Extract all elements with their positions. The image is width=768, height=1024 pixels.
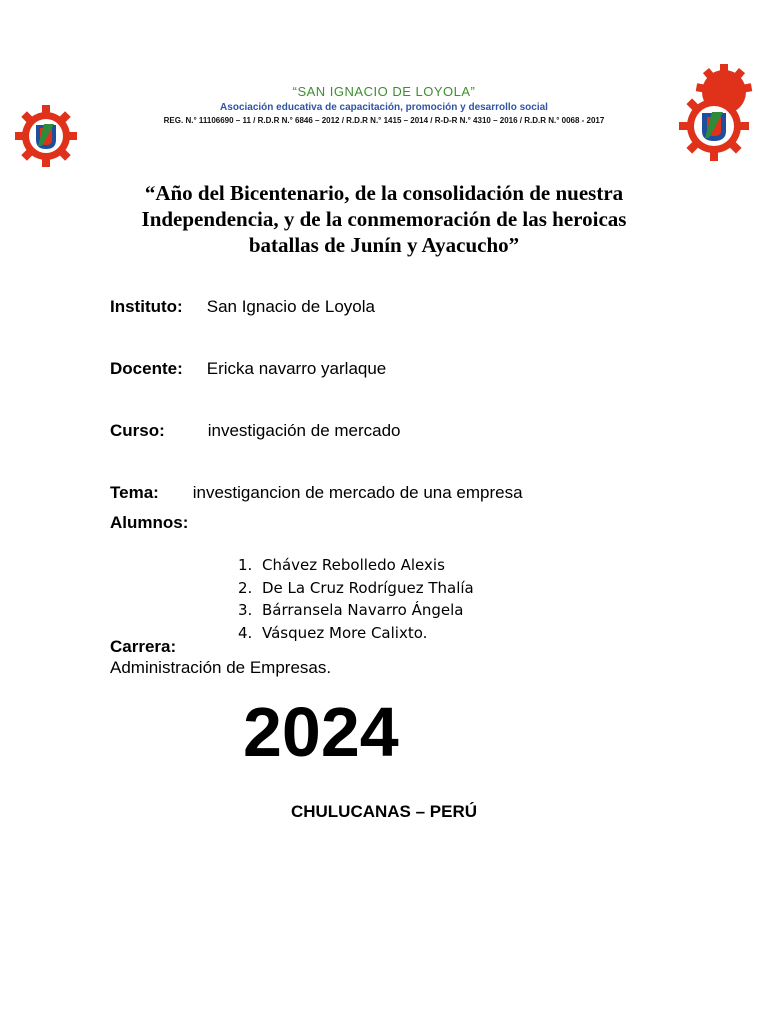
curso-label: Curso: xyxy=(110,421,165,440)
list-item: 4. Vásquez More Calixto. xyxy=(238,623,428,642)
students-list xyxy=(238,554,474,644)
docente-value: Ericka navarro yarlaque xyxy=(206,359,387,378)
docente-label: Docente: xyxy=(110,359,183,378)
carrera-row xyxy=(110,637,176,657)
alumnos-label: Alumnos: xyxy=(110,513,189,532)
registration-line: REG. N.° 11106690 – 11 / R.D.R N.° 6846 – 2012 / R.D.R N.° 1415 – 2014 / R-D-R N.° 4310 – 2016 / R.D.R N.° 0068 - 2017 xyxy=(163,116,605,125)
association-subtitle: Asociación educativa de capacitación, promoción y desarrollo social xyxy=(220,102,548,113)
location-label: CHULUCANAS – PERÚ xyxy=(290,802,478,821)
tema-row xyxy=(110,483,523,503)
motto-line-2: Independencia, y de la conmemoración de las heroicas xyxy=(141,207,627,231)
motto-line-3: batallas de Junín y Ayacucho” xyxy=(248,233,520,257)
tema-label: Tema: xyxy=(110,483,159,502)
instituto-row xyxy=(110,297,375,317)
carrera-value: Administración de Empresas. xyxy=(110,658,332,677)
curso-row xyxy=(110,421,401,441)
institution-logo-left-icon xyxy=(15,105,77,167)
year-motto xyxy=(110,180,658,258)
curso-value: investigación de mercado xyxy=(207,421,401,440)
carrera-label: Carrera: xyxy=(110,637,177,656)
institution-name: “SAN IGNACIO DE LOYOLA” xyxy=(292,84,476,99)
alumnos-row xyxy=(110,513,188,533)
instituto-label: Instituto: xyxy=(110,297,183,316)
instituto-value: San Ignacio de Loyola xyxy=(206,297,375,316)
list-item: 1. Chávez Rebolledo Alexis xyxy=(238,556,445,574)
tema-value: investigancion de mercado de una empresa xyxy=(192,483,523,502)
docente-row xyxy=(110,359,386,379)
motto-line-1: “Año del Bicentenario, de la consolidación de nuestra xyxy=(144,181,624,205)
list-item: 2. De La Cruz Rodríguez Thalía xyxy=(238,578,474,597)
institution-logo-right-icon xyxy=(678,64,762,162)
year-label: 2024 xyxy=(243,693,399,771)
list-item: 3. Bárransela Navarro Ángela xyxy=(238,601,464,619)
